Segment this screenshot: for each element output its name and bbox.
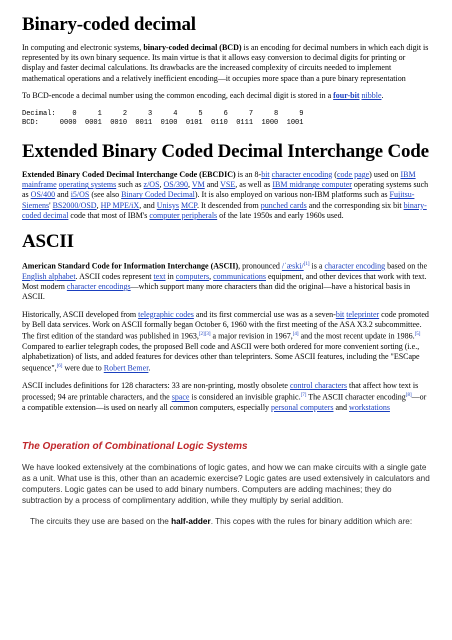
link-unisys[interactable]: Unisys [156,200,179,210]
link-character-encoding[interactable]: character encoding [271,170,333,180]
text: . ASCII codes represent [75,271,154,281]
text: code promoted by Bell data services. Work on ASCII formally began October 6, 1960 with the first meeting of the ASA X3.2 subcommittee. The first edition of the standard was published in 1963, [22,309,429,341]
text: , [96,200,101,210]
text: , [159,180,164,190]
text: and the corresponding six bit [306,200,404,210]
link-pronunciation[interactable]: /ˈæski/ [281,261,304,271]
link-i5os[interactable]: i5/OS [70,190,90,200]
text: . [148,363,151,373]
link-four-bit[interactable]: four-bit [333,90,360,100]
citation[interactable]: [1] [303,262,310,268]
citation[interactable]: [4] [292,331,299,337]
text: is an 8- [235,170,262,180]
bold-term: binary-coded decimal (BCD) [143,43,242,52]
ascii-paragraph-3 [22,381,430,413]
link-binary-coded-decimal-2[interactable]: binary-coded decimal [22,200,427,220]
link-hp-mpe[interactable]: HP MPE/iX [100,200,140,210]
ascii-paragraph-2 [22,310,430,375]
code-line-decimal: Decimal: 0 1 2 3 4 5 6 7 8 9 [22,110,304,119]
text: —which support many more characters than did the original—have a historical basis in ASCII. [22,282,411,302]
text: (see also [89,190,122,200]
text: is a [309,261,325,271]
text: , and [139,200,157,210]
link-bit[interactable]: bit [335,309,345,319]
link-communications[interactable]: communications [213,271,266,281]
text: The ASCII character encoding [306,392,406,402]
text: and [55,190,71,200]
text: ' [49,200,53,210]
link-bs2000[interactable]: BS2000/OSD [52,200,97,210]
text: . This copes with the rules for binary addition which are: [210,517,413,527]
bcd-paragraph-1 [22,43,430,84]
link-os390[interactable]: OS/390 [163,180,188,190]
text: —or a compatible extension—is used on nearly all common computers, especially [22,392,427,413]
link-text[interactable]: text [153,271,166,281]
link-vse[interactable]: VSE [220,180,236,190]
link-nibble[interactable]: nibble [361,90,382,100]
citation[interactable]: [2][3] [198,331,211,337]
link-code-page[interactable]: code page [336,170,370,180]
text: based on the [385,261,428,271]
combinational-paragraph-2 [22,517,430,528]
link-robert-bemer[interactable]: Robert Bemer [103,363,149,373]
text: ASCII includes definitions for 128 characters: 33 are non-printing, mostly obsolete [22,381,290,391]
text: that affect how text is processed; 94 are printable characters, and the [22,381,419,402]
bcd-code-table [22,110,430,128]
text: code that most of IBM's [68,210,150,220]
text: Historically, ASCII developed from [22,309,139,319]
link-character-encoding[interactable]: character encoding [324,261,386,271]
link-punched-cards[interactable]: punched cards [260,200,307,210]
link-character-encodings[interactable]: character encodings [66,282,131,292]
text: , pronounced [238,261,282,271]
combinational-logic-heading: The Operation of Combinational Logic Systems [22,441,248,453]
ebcdic-paragraph [22,170,430,221]
link-operating-systems[interactable]: operating systems [58,180,117,190]
text: and [333,403,350,413]
bold-term: half-adder [171,517,211,527]
link-zos[interactable]: z/OS [143,180,160,190]
text: ( [332,170,337,180]
text: In computing and electronic systems, [22,43,144,52]
citation[interactable]: [8] [405,393,412,399]
text: such as [116,180,144,190]
link-binary-coded-decimal[interactable]: Binary Coded Decimal [121,190,195,200]
citation[interactable]: [6] [56,364,63,370]
bcd-paragraph-2 [22,91,430,101]
text: equipment, and other devices that work with text. Most modern [22,271,427,292]
link-bit[interactable]: bit [261,170,270,180]
text: in [165,271,176,281]
citation[interactable]: [7] [300,393,307,399]
link-telegraphic-codes[interactable]: telegraphic codes [138,309,194,319]
link-space[interactable]: space [171,392,190,402]
text: , [209,271,214,281]
text: of the late 1950s and early 1960s used. [217,210,344,220]
bold-term: Extended Binary Coded Decimal Interchange Code (EBCDIC) [22,170,236,180]
combinational-paragraph-1: We have looked extensively at the combinations of logic gates, and how we can make circuits with a single gate as a unit. What use is this, other than an academic exercise? Logic gates are used extensively in calculators and computers. Logic gates can be used to add binary numbers. Computers are adding machines; they do subtraction by a process of complimentary addition, while they multiply by serial addition. [22,463,430,505]
ascii-heading: ASCII [22,231,74,253]
link-ibm-mainframe[interactable]: IBM mainframe [22,170,416,190]
link-workstations[interactable]: workstations [349,403,390,413]
ascii-paragraph-1 [22,260,430,302]
text: , as well as [235,180,273,190]
text: ) used on [369,170,401,180]
text: The circuits they use are based on the [30,517,172,527]
text: ). It is also employed on various non-IBM platforms such as [194,190,390,200]
text: were due to [62,363,104,373]
text: and the most recent update in 1986. [298,331,415,341]
ebcdic-heading: Extended Binary Coded Decimal Interchange Code [22,141,429,163]
link-fujitsu-siemens[interactable]: Fujitsu-Siemens [22,190,415,210]
link-computers[interactable]: computers [175,271,210,281]
link-english-alphabet[interactable]: English alphabet [22,271,76,281]
code-line-bcd: BCD: 0000 0001 0010 0011 0100 0101 0110 0111 1000 1001 [22,119,304,128]
link-ibm-midrange-computer[interactable]: IBM midrange computer [272,180,352,190]
text: a major revision in 1967, [210,331,293,341]
bold-term: American Standard Code for Information Interchange (ASCII) [22,261,239,271]
link-os400[interactable]: OS/400 [30,190,56,200]
link-teleprinter[interactable]: teleprinter [346,309,380,319]
text: is considered an invisible graphic. [189,392,301,402]
link-mcp[interactable]: MCP [180,200,197,210]
link-personal-computers[interactable]: personal computers [271,403,334,413]
text: and [204,180,221,190]
link-vm[interactable]: VM [191,180,205,190]
text: . It descended from [197,200,261,210]
bcd-heading: Binary-coded decimal [22,14,196,35]
text: To BCD-encode a decimal number using the common encoding, each decimal digit is stored in a [22,90,334,100]
text: and its first commercial use was as a seven- [193,309,336,319]
text: . [381,90,384,100]
link-computer-peripherals[interactable]: computer peripherals [149,210,218,220]
link-control-characters[interactable]: control characters [289,381,348,391]
text: is an encoding for decimal numbers in which each digit is represented by its own binary sequence. Its main virtue is that it allows easy conversion to decimal digits for printing or display and faster decimal calculations. Its drawbacks are the increased complexity of circuits needed to implement mathematical operations and a relatively inefficient encoding—it occupies more space than a pure binary representation [22,43,429,83]
text: Compared to earlier telegraph codes, the proposed Bell code and ASCII were both ordered for more convenient sorting (i.e., alphabetization) of lists, and added features for devices other than teleprinters. Some ASCII features, including the "ESCape sequence", [22,341,420,373]
text: operating systems such as [22,180,429,200]
citation[interactable]: [5] [414,331,421,337]
text: , [187,180,192,190]
